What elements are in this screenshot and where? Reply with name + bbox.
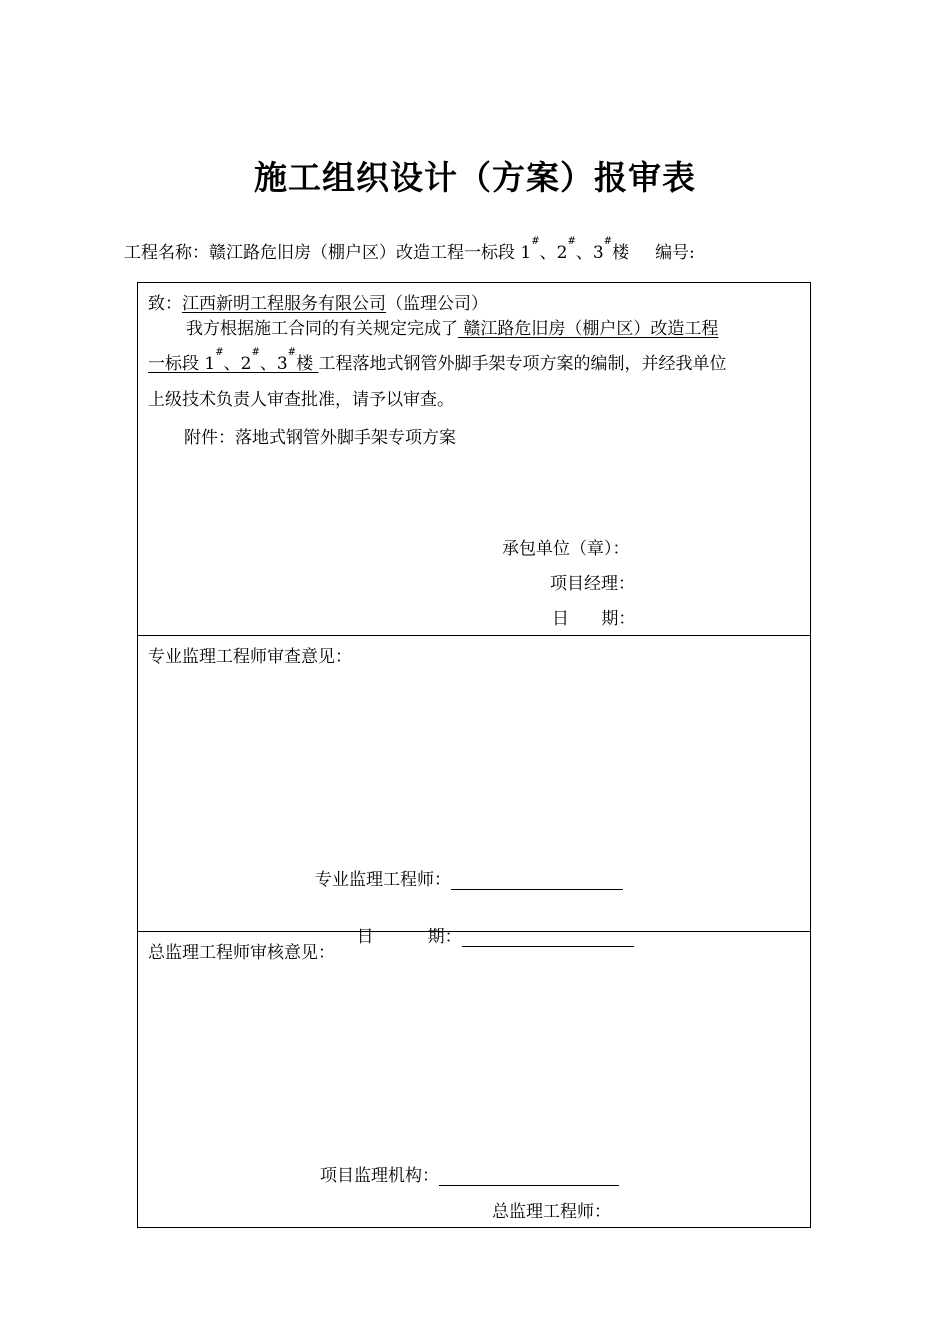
addressee-line: 致：江西新明工程服务有限公司（监理公司） (148, 294, 488, 314)
engineer-signature-line: 专业监理工程师： (315, 865, 623, 890)
engineer-date-line: 日 期： (335, 902, 634, 967)
project-name: 赣江路危旧房（棚户区）改造工程一标段 1#、2#、3#楼 (209, 236, 630, 263)
engineer-review-section (137, 635, 811, 947)
date-label: 日 期： (552, 609, 636, 629)
chief-review-section (137, 931, 811, 1228)
body-line-2: 一标段 1#、2#、3#楼 工程落地式钢管外脚手架专项方案的编制，并经我单位 (148, 347, 727, 374)
number-label: 编号: (655, 243, 695, 263)
contractor-label: 承包单位（章）： (502, 539, 630, 559)
body-line-1: 我方根据施工合同的有关规定完成了 赣江路危旧房（棚户区）改造工程 (186, 319, 719, 339)
supervision-org-line: 项目监理机构： (320, 1161, 619, 1186)
engineer-signature-field[interactable] (451, 871, 623, 890)
project-label: 工程名称： (124, 243, 209, 263)
engineer-review-heading: 专业监理工程师审查意见： (148, 647, 352, 667)
supervisor-company: 江西新明工程服务有限公司 (182, 294, 386, 314)
submission-section (137, 282, 811, 636)
manager-label: 项目经理： (550, 574, 635, 594)
body-line-3: 上级技术负责人审查批准，请予以审查。 (148, 390, 454, 410)
supervision-org-field[interactable] (439, 1167, 619, 1186)
project-name-line (124, 238, 695, 263)
chief-review-heading: 总监理工程师审核意见： (148, 943, 335, 963)
page-title: 施工组织设计（方案）报审表 (254, 158, 696, 197)
attachment-line: 附件：落地式钢管外脚手架专项方案 (184, 428, 456, 448)
chief-engineer-label: 总监理工程师： (492, 1202, 611, 1222)
